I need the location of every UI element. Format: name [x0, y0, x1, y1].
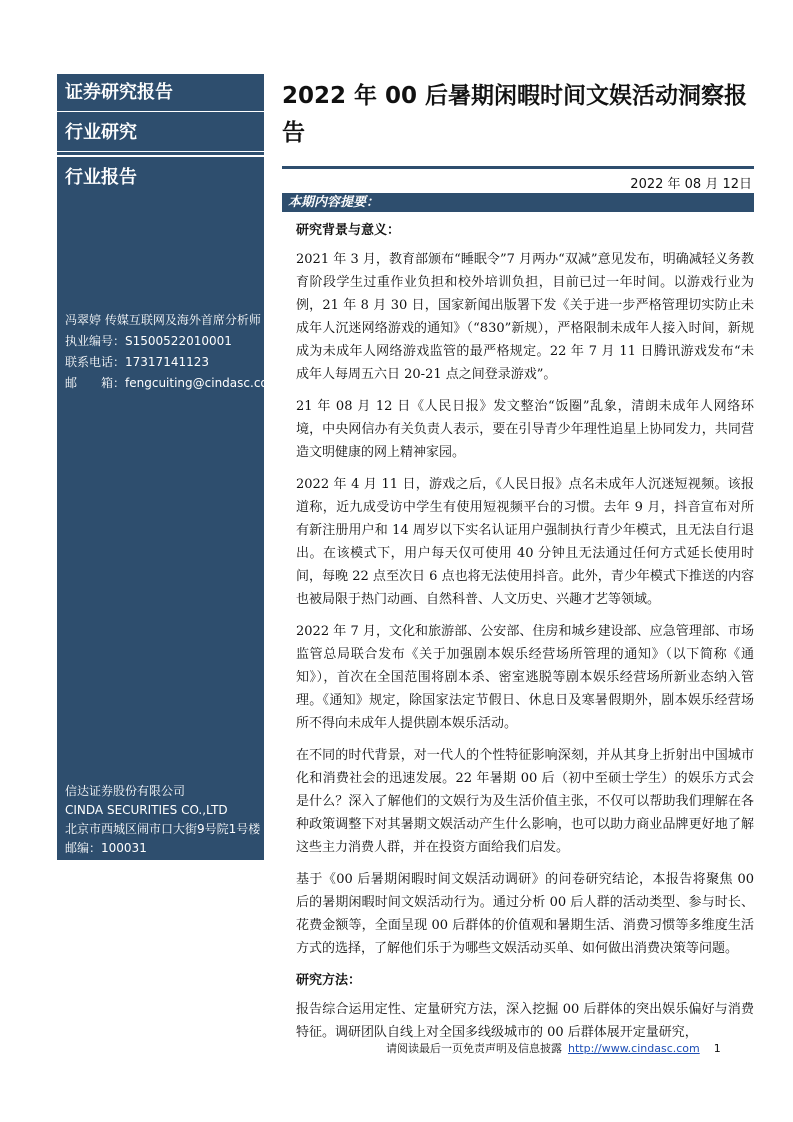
analyst-email[interactable]: fengcuiting@cindasc.com	[125, 376, 280, 390]
company-name-cn: 信达证券股份有限公司	[65, 784, 186, 798]
sidebar-tab-securities-report: 证券研究报告	[57, 74, 264, 112]
report-content	[296, 219, 754, 1053]
paragraph-4: 2022 年 7 月，文化和旅游部、公安部、住房和城乡建设部、应急管理部、市场监管总局联合发布《关于加强剧本娱乐经营场所管理的通知》（以下简称《通知》），首次在全国范围将剧本杀、密室逃脱等剧本娱乐经营场所新业态纳入管理。《通知》规定，除国家法定节假日、休息日及寒暑假期外，剧本娱乐经营场所不得向未成年人提供剧本娱乐活动。	[296, 624, 754, 731]
footer-disclaimer: 请阅读最后一页免责声明及信息披露	[386, 1042, 562, 1055]
analyst-email-label: 邮 箱：	[65, 376, 126, 390]
method-paragraph: 报告综合运用定性、定量研究方法，深入挖掘 00 后群体的突出娱乐偏好与消费特征。调研团队自线上对全国多线级城市的 00 后群体展开定量研究，	[296, 1002, 754, 1040]
background-heading: 研究背景与意义：	[296, 223, 401, 238]
company-postcode-label: 邮编：	[65, 841, 102, 855]
page-number: 1	[713, 1042, 721, 1055]
summary-header: 本期内容提要：	[282, 193, 754, 212]
sidebar-divider	[57, 155, 264, 157]
analyst-phone-row	[65, 352, 261, 373]
method-heading: 研究方法：	[296, 973, 362, 988]
report-date: 2022 年 08 月 12日	[630, 177, 752, 192]
report-title: 2022 年 00 后暑期闲暇时间文娱活动洞察报告	[282, 83, 748, 146]
analyst-email-row	[65, 373, 280, 394]
sidebar	[57, 74, 280, 860]
analyst-license-label: 执业编号：	[65, 334, 126, 348]
analyst-license: S1500522010001	[125, 334, 232, 348]
analyst-phone-label: 联系电话：	[65, 355, 126, 369]
analyst-name: 冯翠婷 传媒互联网及海外首席分析师	[65, 313, 261, 327]
sidebar-tab-industry-report: 行业报告	[65, 167, 137, 188]
company-info	[65, 782, 261, 858]
sidebar-tab-industry-research: 行业研究	[57, 114, 264, 152]
company-postcode: 100031	[101, 841, 147, 855]
analyst-license-row	[65, 331, 261, 352]
paragraph-1: 2021 年 3 月，教育部颁布“睡眠令”7 月两办“双减”意见发布，明确减轻义务教育阶段学生过重作业负担和校外培训负担，目前已过一年时间。以游戏行业为例，21 年 8 月 30 日，国家新闻出版署下发《关于进一步严格管理切实防止未成年人沉迷网络游戏的通知》（“830”新规），严格限制未成年人接入时间，新规成为未成年人网络游戏监管的最严格规定。22 年 7 月 11 日腾讯游戏发布“未成年人每周五六日 20-21 点之间登录游戏”。	[296, 252, 754, 382]
title-divider	[282, 166, 754, 169]
paragraph-2: 21 年 08 月 12 日《人民日报》发文整治“饭圈”乱象，清朗未成年人网络环境，中央网信办有关负责人表示，要在引导青少年理性追星上协同发力，共同营造文明健康的网上精神家园。	[296, 399, 754, 460]
company-address: 北京市西城区闹市口大街9号院1号楼	[65, 822, 261, 836]
company-name-en: CINDA SECURITIES CO.,LTD	[65, 803, 228, 817]
paragraph-3: 2022 年 4 月 11 日，游戏之后，《人民日报》点名未成年人沉迷短视频。该报道称，近九成受访中学生有使用短视频平台的习惯。去年 9 月，抖音宣布对所有新注册用户和 14 周岁以下实名认证用户强制执行青少年模式，且无法自行退出。在该模式下，用户每天仅可使用 40 分钟且无法通过任何方式延长使用时间，每晚 22 点至次日 6 点也将无法使用抖音。此外，青少年模式下推送的内容也被局限于热门动画、自然科普、人文历史、兴趣才艺等领域。	[296, 477, 754, 607]
paragraph-6: 基于《00 后暑期闲暇时间文娱活动调研》的问卷研究结论，本报告将聚焦 00 后的暑期闲暇时间文娱活动行为。通过分析 00 后人群的活动类型、参与时长、花费金额等，全面呈现 00 后群体的价值观和暑期生活、消费习惯等多维度生活方式的选择，了解他们乐于为哪些文娱活动买单、如何做出消费决策等问题。	[296, 872, 754, 956]
paragraph-5: 在不同的时代背景，对一代人的个性特征影响深刻，并从其身上折射出中国城市化和消费社会的迅速发展。22 年暑期 00 后（初中至硕士学生）的娱乐方式会是什么？深入了解他们的文娱行为及生活价值主张，不仅可以帮助我们理解在各种政策调整下对其暑期文娱活动产生什么影响，也可以助力商业品牌更好地了解这些主力消费人群，并在投资方面给我们启发。	[296, 748, 754, 855]
analyst-phone: 17317141123	[125, 355, 209, 369]
page-footer	[386, 1040, 721, 1056]
company-postcode-row	[65, 839, 261, 858]
footer-website-link[interactable]: http://www.cindasc.com	[568, 1042, 700, 1055]
analyst-info	[65, 310, 280, 394]
